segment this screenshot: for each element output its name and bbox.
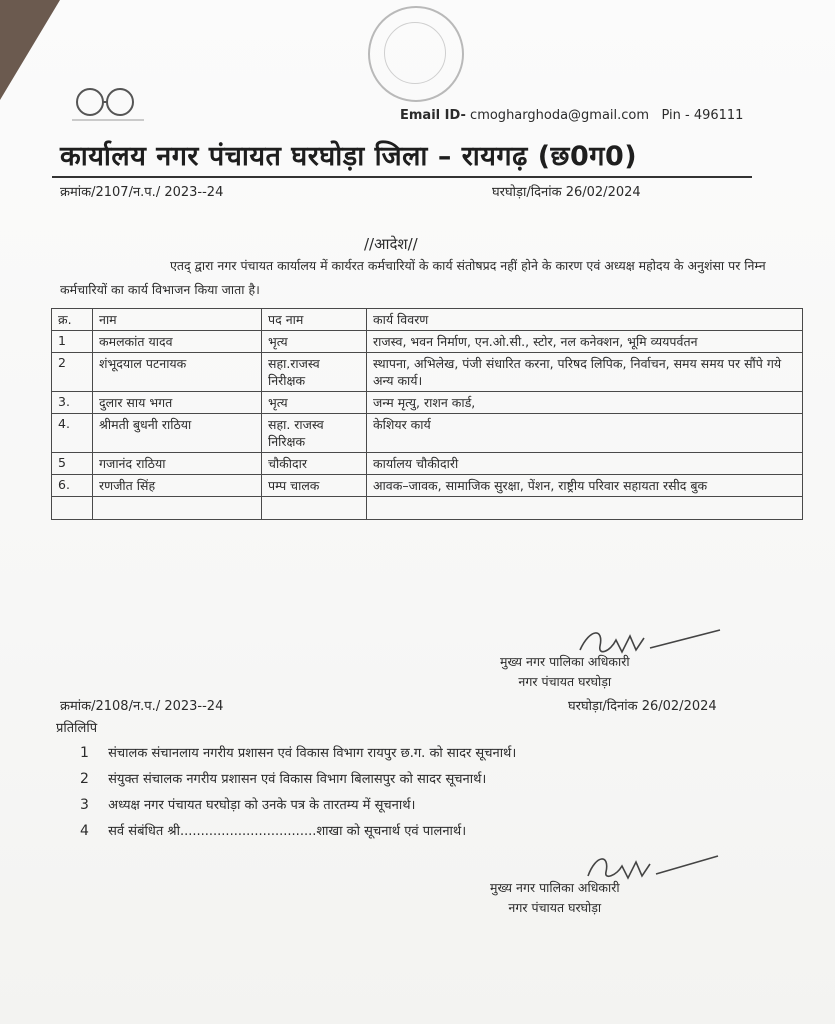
order-date: घरघोड़ा/दिनांक 26/02/2024 <box>492 185 641 200</box>
official-seal-stamp <box>368 6 464 102</box>
cell-post: भृत्य <box>262 392 367 414</box>
list-item-number: 3 <box>80 797 89 813</box>
reference-number: क्रमांक/2107/न.प./ 2023--24 <box>60 185 224 200</box>
table-row <box>52 475 803 497</box>
cell-work: केशियर कार्य <box>367 414 803 453</box>
cell-work: कार्यालय चौकीदारी <box>367 453 803 475</box>
signatory-designation: मुख्य नगर पालिका अधिकारी <box>490 880 620 895</box>
table-row <box>52 453 803 475</box>
list-item-number: 1 <box>80 745 89 761</box>
table-header-row <box>52 309 803 331</box>
cell-serial: 3. <box>52 392 93 414</box>
cell-work: राजस्व, भवन निर्माण, एन.ओ.सी., स्टोर, नल कनेक्शन, भूमि व्ययपर्वतन <box>367 331 803 353</box>
table-row-empty <box>52 497 803 520</box>
cell-empty <box>52 497 93 520</box>
swachh-bharat-logo-icon <box>68 84 148 124</box>
pin-code: Pin - 496111 <box>661 108 744 123</box>
staff-allocation-table <box>51 308 803 520</box>
list-item-text: संयुक्त संचालक नगरीय प्रशासन एवं विकास विभाग बिलासपुर को सादर सूचनार्थ। <box>108 772 487 787</box>
cell-serial: 2 <box>52 353 93 392</box>
copy-date: घरघोड़ा/दिनांक 26/02/2024 <box>568 699 717 714</box>
header-post: पद नाम <box>262 309 367 331</box>
cell-empty <box>367 497 803 520</box>
cell-empty <box>93 497 262 520</box>
list-item-text: सर्व संबंधित श्री.................................शाखा को सूचनार्थ एवं पालनार्थ। <box>108 824 467 839</box>
signature-block-2 <box>490 878 620 918</box>
table-row <box>52 353 803 392</box>
signatory-office: नगर पंचायत घरघोड़ा <box>518 674 612 689</box>
list-item-text: संचालक संचानलाय नगरीय प्रशासन एवं विकास विभाग रायपुर छ.ग. को सादर सूचनार्थ। <box>108 746 517 761</box>
cell-post: सहा.राजस्व निरीक्षक <box>262 353 367 392</box>
cell-post: भृत्य <box>262 331 367 353</box>
cell-post: पम्प चालक <box>262 475 367 497</box>
cell-post: सहा. राजस्व निरिक्षक <box>262 414 367 453</box>
order-intro-text: एतद् द्वारा नगर पंचायत कार्यालय में कार्यरत कर्मचारियों के कार्य संतोषप्रद नहीं होने के कारण एवं अध्यक्ष महोदय के अनुशंसा पर निम्न कर्मचारियों का कार्य विभाजन किया जाता है। <box>60 258 766 297</box>
copy-label: प्रतिलिपि <box>56 721 98 736</box>
list-item <box>80 740 516 766</box>
seal-inner-ring <box>384 22 446 84</box>
header-serial: क्र. <box>52 309 93 331</box>
cell-serial: 1 <box>52 331 93 353</box>
page-corner-shadow <box>0 0 60 100</box>
cell-name: गजानंद राठिया <box>93 453 262 475</box>
contact-line <box>400 108 743 123</box>
cell-name: शंभूदयाल पटनायक <box>93 353 262 392</box>
cell-post: चौकीदार <box>262 453 367 475</box>
order-heading: //आदेश// <box>364 235 418 253</box>
cell-name: श्रीमती बुधनी राठिया <box>93 414 262 453</box>
list-item <box>80 818 516 844</box>
email-label: Email ID- <box>400 108 466 123</box>
cell-serial: 5 <box>52 453 93 475</box>
cell-work: स्थापना, अभिलेख, पंजी संधारित करना, परिषद लिपिक, निर्वाचन, समय समय पर सौंपे गये अन्य कार्य। <box>367 353 803 392</box>
signatory-office: नगर पंचायत घरघोड़ा <box>508 900 602 915</box>
cell-name: रणजीत सिंह <box>93 475 262 497</box>
email-address: cmogharghoda@gmail.com <box>470 108 650 123</box>
table-row <box>52 392 803 414</box>
title-underline <box>52 176 752 178</box>
cell-work: जन्म मृत्यु, राशन कार्ड, <box>367 392 803 414</box>
list-item-number: 4 <box>80 823 89 839</box>
signature-block-1 <box>500 652 630 692</box>
list-item <box>80 766 516 792</box>
signatory-designation: मुख्य नगर पालिका अधिकारी <box>500 654 630 669</box>
cell-name: कमलकांत यादव <box>93 331 262 353</box>
office-title: कार्यालय नगर पंचायत घरघोड़ा जिला – रायगढ़ (छ0ग0) <box>60 141 638 172</box>
cell-serial: 4. <box>52 414 93 453</box>
cell-work: आवक–जावक, सामाजिक सुरक्षा, पेंशन, राष्ट्रीय परिवार सहायता रसीद बुक <box>367 475 803 497</box>
table-row <box>52 414 803 453</box>
table-row <box>52 331 803 353</box>
copy-reference-number: क्रमांक/2108/न.प./ 2023--24 <box>60 699 224 714</box>
list-item-text: अध्यक्ष नगर पंचायत घरघोड़ा को उनके पत्र के तारतम्य में सूचनार्थ। <box>108 798 416 813</box>
cell-serial: 6. <box>52 475 93 497</box>
header-work: कार्य विवरण <box>367 309 803 331</box>
cell-empty <box>262 497 367 520</box>
header-name: नाम <box>93 309 262 331</box>
copy-recipient-list <box>80 740 516 844</box>
list-item-number: 2 <box>80 771 89 787</box>
list-item <box>80 792 516 818</box>
cell-name: दुलार साय भगत <box>93 392 262 414</box>
